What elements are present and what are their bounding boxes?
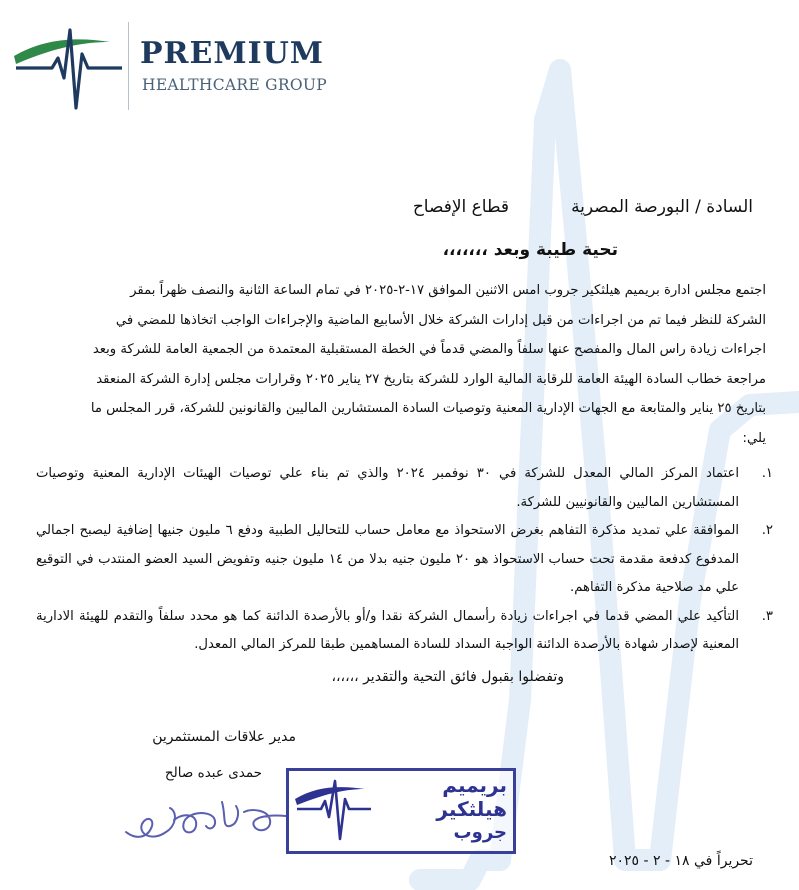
- item-number: ١.: [761, 466, 773, 481]
- signer-name: حمدى عبده صالح: [164, 765, 262, 781]
- body-line: اجراءات زيادة راس المال والمفصح عنها سلفاً والمضي قدماً في الخطة المستقبلية المعتمدة من الجمعية العامة للشركة وبعد: [92, 342, 766, 357]
- stamp-line: جروب: [453, 822, 507, 843]
- stamp-line: هيلثكير: [436, 797, 507, 821]
- logo-divider: [128, 22, 129, 110]
- list-item: [36, 603, 773, 660]
- stamp-logo-icon: [293, 775, 373, 843]
- stamp-text: [381, 773, 507, 844]
- company-logo-icon: [12, 24, 124, 112]
- letterhead: [0, 0, 799, 130]
- recipient: السادة / البورصة المصرية: [571, 197, 753, 217]
- item-text: اعتماد المركز المالي المعدل للشركة في ٣٠ نوفمبر ٢٠٢٤ والذي تم بناء علي توصيات الهيئات الإدارية المعنية وتوصيات المستشارين الماليين والقانونيين للشركة.: [36, 466, 739, 510]
- list-item: [36, 460, 773, 517]
- signer-title: مدير علاقات المستثمرين: [152, 729, 296, 745]
- department: قطاع الإفصاح: [412, 197, 510, 217]
- decisions-list: [36, 460, 773, 660]
- recipient-line: [413, 197, 753, 217]
- item-number: ٣.: [761, 608, 773, 624]
- body-paragraph: [36, 276, 766, 453]
- handwritten-signature: [118, 782, 294, 852]
- stamp-line: بريميم: [442, 773, 507, 797]
- body-line: بتاريخ ٢٥ يناير والمتابعة مع الجهات الإدارية المعنية وتوصيات السادة المستشارين الماليين والقانونين للشركة، قرر المجلس ما: [90, 401, 766, 416]
- brand-name: PREMIUM: [140, 36, 324, 71]
- date-line: تحريراً في ١٨ - ٢ - ٢٠٢٥: [609, 853, 753, 869]
- body-line: مراجعة خطاب السادة الهيئة العامة للرقابة المالية الوارد للشركة بتاريخ ٢٧ يناير ٢٠٢٥ وقرارات مجلس إدارة الشركة المنعقد: [96, 371, 766, 387]
- item-text: الموافقة علي تمديد مذكرة التفاهم بغرض الاستحواذ مع معامل حساب للتحاليل الطبية ودفع ٦ مليون جنيها إضافية ليصبح اجمالي المدفوع كدفعة مقدمة تحت حساب الاستحواذ هو ٢٠ مليون جنيه بدلا من ١٤ مليون جنيه وتفويض السيد العضو المنتدب في التوقيع علي مد صلاحية مذكرة التفاهم.: [36, 523, 740, 595]
- company-stamp: [286, 768, 516, 854]
- item-number: ٢.: [761, 523, 773, 538]
- item-text: التأكيد علي المضي قدما في اجراءات زيادة رأسمال الشركة نقدا و/أو بالأرصدة الدائنة كما هو محدد سلفاً والتقدم للهيئة الادارية المعنية لإصدار شهادة بالأرصدة الدائنة الواجبة السداد للسادة المساهمين طبقا للمركز المالي المعدل.: [36, 608, 739, 652]
- body-line: الشركة للنظر فيما تم من اجراءات من قبل إدارات الشركة خلال الأسابيع الماضية والإجراءات الواجب اتخاذها للمضي في: [115, 312, 766, 328]
- brand-subtitle: HEALTHCARE GROUP: [142, 76, 327, 94]
- greeting: تحية طيبة وبعد ،،،،،،،: [442, 240, 618, 260]
- closing-line: وتفضلوا بقبول فائق التحية والتقدير ،،،،،،: [331, 669, 564, 685]
- list-item: [36, 517, 773, 603]
- body-line: يلي:: [742, 430, 766, 446]
- body-line: اجتمع مجلس ادارة بريميم هيلثكير جروب امس الاثنين الموافق ١٧-٢-٢٠٢٥ في تمام الساعة الثانية والنصف ظهراً بمقر: [130, 283, 766, 298]
